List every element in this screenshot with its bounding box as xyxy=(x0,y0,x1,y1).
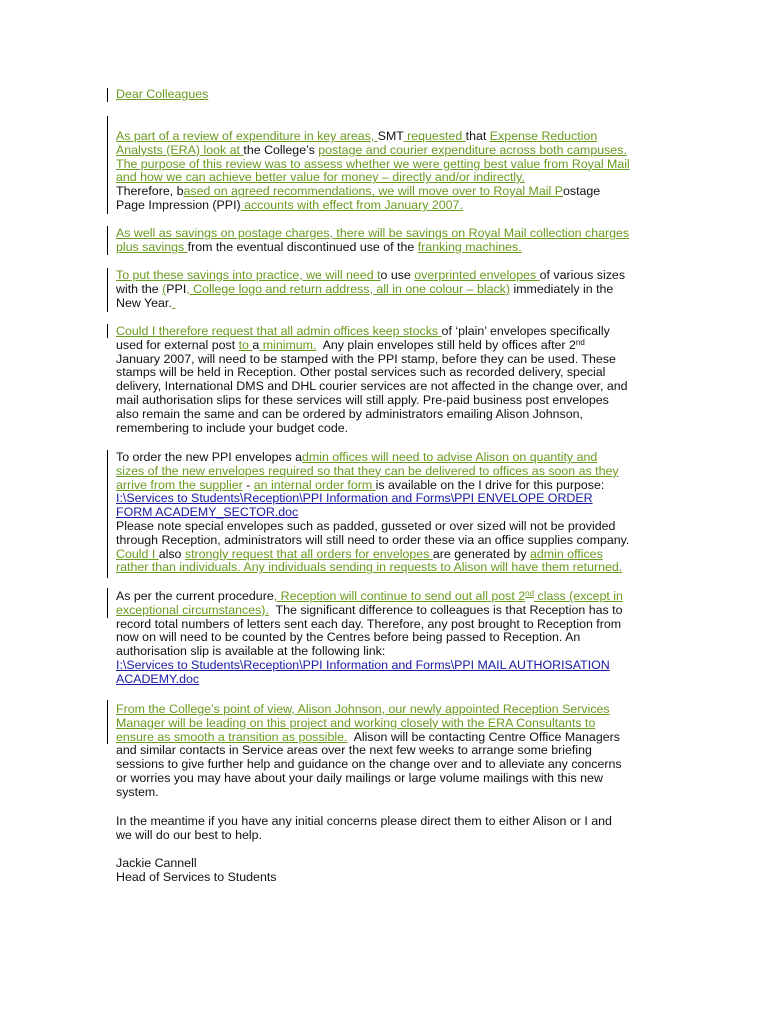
inserted-text: ( xyxy=(162,281,167,296)
body-text: are generated by xyxy=(432,546,530,561)
body-text: stamps will be held in Reception. Other postal services such as recorded delivery, special xyxy=(116,365,606,380)
body-text: PPI xyxy=(166,281,187,296)
paragraph-stocks xyxy=(116,325,666,435)
paragraph-ordering xyxy=(116,451,666,575)
paragraph-meantime xyxy=(116,815,666,843)
inserted-text: Expense Reduction xyxy=(489,129,598,143)
body-text: January 2007, will need to be stamped with the PPI stamp, before they can be used. These xyxy=(116,351,616,366)
change-bar xyxy=(107,226,108,255)
inserted-text: accounts with effect from January 2007. xyxy=(240,197,463,212)
change-bar xyxy=(107,88,108,102)
change-bar xyxy=(107,588,108,618)
inserted-text: As well as savings on postage charges, there will be savings on Royal Mail collection charges xyxy=(116,226,630,240)
body-text: record total numbers of letters sent each day. Therefore, any post brought to Reception from xyxy=(116,616,622,631)
inserted-text: ensure as smooth a transition as possible. xyxy=(116,729,348,744)
body-text: New Year. xyxy=(116,295,172,310)
body-text: from the eventual discontinued use of the xyxy=(187,239,418,254)
mail-authorisation-link[interactable]: ACADEMY.doc xyxy=(116,671,200,686)
body-text: through Reception, administrators will still need to order these via an office supplies company. xyxy=(116,532,630,547)
body-text: As per the current procedure xyxy=(116,589,274,603)
body-text: The significant difference to colleagues is that Reception has to xyxy=(268,602,623,617)
inserted-text: rather than individuals. Any individuals sending in requests to Alison will have them returned. xyxy=(116,560,623,575)
inserted-text: Could I therefore request that all admin offices keep stocks xyxy=(116,324,442,338)
body-text: mail authorisation slips for these services will still apply. Pre-paid business post envelopes xyxy=(116,392,609,407)
body-text: Please note special envelopes such as padded, gusseted or over sized will not be provided xyxy=(116,518,616,533)
inserted-text: From the College’s point of view, Alison Johnson, our newly appointed Reception Services xyxy=(116,702,610,716)
inserted-text: requested xyxy=(403,129,466,143)
change-bar xyxy=(107,700,108,744)
inserted-text: an internal order form xyxy=(253,477,376,492)
body-text: used for external post xyxy=(116,337,239,352)
inserted-text: The purpose of this review was to assess whether we were getting best value from Royal Mail xyxy=(116,156,630,171)
inserted-text: exceptional circumstances). xyxy=(116,602,269,617)
body-text: immediately in the xyxy=(510,281,614,296)
inserted-text: Analysts (ERA) look at xyxy=(116,142,244,157)
body-text: Any plain envelopes still held by offices after 2 xyxy=(316,337,576,352)
inserted-text: Could I xyxy=(116,546,159,561)
envelope-order-form-link[interactable]: I:\Services to Students\Reception\PPI Information and Forms\PPI ENVELOPE ORDER xyxy=(116,491,593,506)
body-text: of various sizes xyxy=(539,268,626,282)
inserted-text: and how we can achieve better value for money – directly and/or indirectly. xyxy=(116,170,525,185)
inserted-text: dmin offices will need to advise Alison on quantity and xyxy=(301,450,598,464)
body-text: also xyxy=(158,546,185,561)
body-text: remembering to include your budget code. xyxy=(116,420,349,435)
inserted-text: plus savings xyxy=(116,239,188,254)
inserted-text: to xyxy=(238,337,253,352)
change-bar xyxy=(107,116,108,214)
body-text: with the xyxy=(116,281,163,296)
body-text: delivery, International DMS and DHL courier services are not affected in the change over, and xyxy=(116,379,628,394)
change-bar xyxy=(107,450,108,578)
signature-block xyxy=(116,857,666,885)
signatory-name: Jackie Cannell xyxy=(116,856,197,870)
inserted-text: ased on agreed recommendations, we will move over to Royal Mail P xyxy=(183,184,563,199)
paragraph-college-view xyxy=(116,703,666,800)
inserted-text: To put these savings into practice, we will need t xyxy=(116,268,381,282)
inserted-text: Manager will be leading on this project and working closely with the ERA Consultants to xyxy=(116,715,596,730)
inserted-text: strongly request that all orders for envelopes xyxy=(184,546,433,561)
ordinal-suffix: nd xyxy=(525,589,535,598)
body-text: SMT xyxy=(377,129,404,143)
body-text: Page Impression (PPI) xyxy=(116,197,241,212)
inserted-text: sizes of the new envelopes required so that they can be delivered to offices as soon as they xyxy=(116,463,619,478)
body-text: a xyxy=(252,337,260,352)
paragraph-review xyxy=(116,130,666,213)
body-text: also remain the same and can be ordered by administrators emailing Alison Johnson, xyxy=(116,406,583,421)
body-text: In the meantime if you have any initial concerns please direct them to either Alison or I and xyxy=(116,814,612,828)
paragraph-savings xyxy=(116,227,666,255)
greeting-text: Dear Colleagues xyxy=(116,87,209,101)
body-text: Therefore, b xyxy=(116,184,184,199)
inserted-text: franking machines. xyxy=(417,239,522,254)
body-text: ostage xyxy=(562,184,601,199)
body-text: and similar contacts in Service areas over the next few weeks to arrange some briefing xyxy=(116,743,592,758)
signatory-title: Head of Services to Students xyxy=(116,869,277,884)
body-text: of ‘plain’ envelopes specifically xyxy=(441,324,610,338)
inserted-text: class (except in xyxy=(534,589,623,603)
body-text: authorisation slip is available at the following link: xyxy=(116,644,386,659)
paragraph-practice xyxy=(116,269,666,310)
inserted-text xyxy=(172,296,175,310)
body-text: To order the new PPI envelopes a xyxy=(116,450,302,464)
body-text: Alison will be contacting Centre Office Managers xyxy=(347,729,620,744)
inserted-text: arrive from the supplier xyxy=(116,477,243,492)
body-text: the College’s xyxy=(243,142,319,157)
change-bar xyxy=(107,268,108,312)
body-text: is available on the I drive for this purpose: xyxy=(375,477,605,492)
inserted-text: overprinted envelopes xyxy=(414,268,540,282)
inserted-text: postage and courier expenditure across both campuses. xyxy=(318,142,627,157)
body-text: system. xyxy=(116,784,159,799)
inserted-text: , Reception will continue to send out all post 2 xyxy=(273,589,526,603)
body-text: we will do our best to help. xyxy=(116,827,263,842)
inserted-text: , College logo and return address, all in one colour – black) xyxy=(186,281,511,296)
paragraph-procedure xyxy=(116,590,666,687)
inserted-text: minimum. xyxy=(259,337,317,352)
body-text: that xyxy=(465,129,490,143)
body-text: o use xyxy=(380,268,415,282)
ordinal-suffix: nd xyxy=(575,337,585,347)
envelope-order-form-link[interactable]: FORM ACADEMY_SECTOR.doc xyxy=(116,505,299,520)
inserted-text: As part of a review of expenditure in key areas, xyxy=(116,129,378,143)
body-text: sessions to give further help and guidance on the change over and to alleviate any concerns xyxy=(116,757,622,772)
body-text: or worries you may have about your daily mailings or large volume mailings with this new xyxy=(116,770,603,785)
change-bar xyxy=(107,324,108,338)
inserted-text: admin offices xyxy=(529,546,603,561)
body-text: - xyxy=(242,477,254,492)
mail-authorisation-link[interactable]: I:\Services to Students\Reception\PPI Information and Forms\PPI MAIL AUTHORISATION xyxy=(116,657,610,672)
body-text: now on will need to be counted by the Centres before being passed to Reception. An xyxy=(116,630,581,645)
greeting xyxy=(116,88,666,102)
